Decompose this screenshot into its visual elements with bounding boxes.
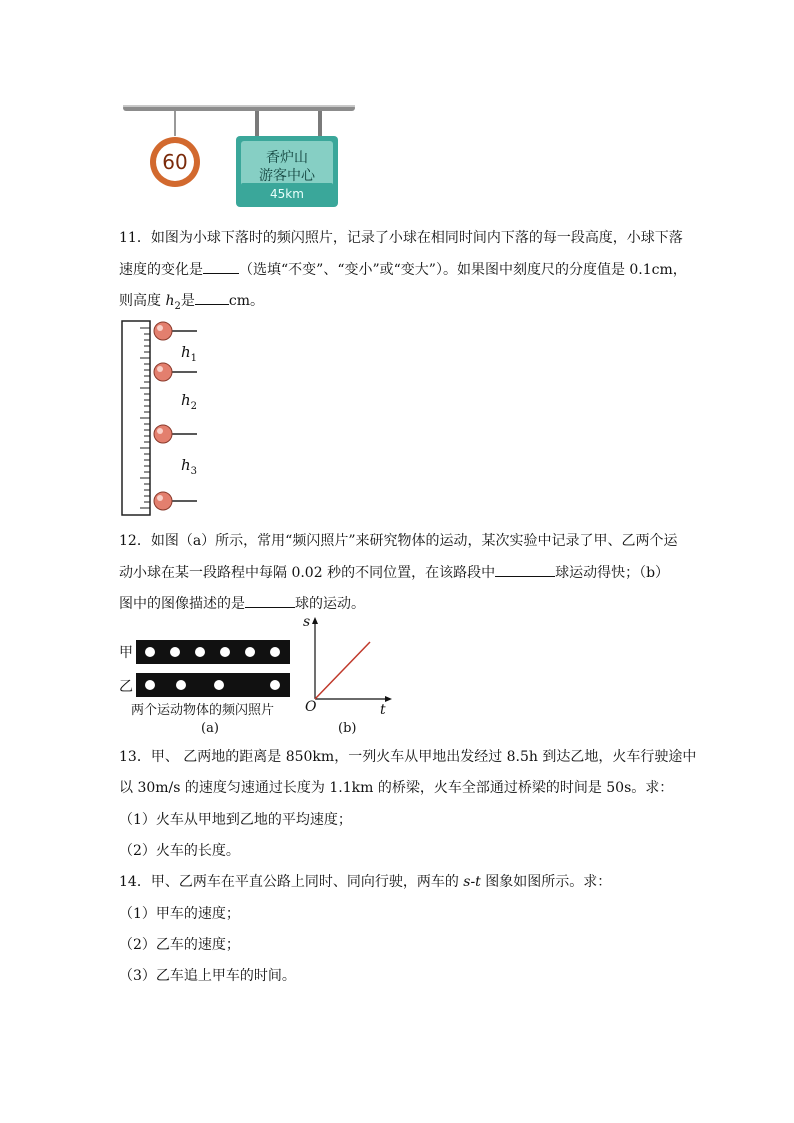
- q12-line3: [119, 593, 365, 614]
- q12-line2-pre: 动小球在某一段路程中每隔 0.02 秒的不同位置，在该路段中: [119, 565, 496, 581]
- label-h1: $h_1$: [181, 343, 198, 364]
- q12-line2-post: 球运动得快；（b）: [555, 565, 670, 581]
- q11-var-h: h: [165, 293, 175, 309]
- q11-line3-mid: 是: [180, 293, 195, 309]
- axis-label-s: s: [303, 614, 311, 630]
- board-line2: 游客中心: [259, 168, 315, 184]
- q13-sub2: （2）火车的长度。: [119, 843, 240, 859]
- q11-var-sub: 2: [174, 300, 181, 312]
- q12-blank-1[interactable]: [495, 562, 555, 577]
- strobe-photo-a: [136, 638, 292, 700]
- q14-sub1: （1）甲车的速度；: [119, 906, 240, 922]
- ball-marker-1: [154, 322, 197, 340]
- falling-ball-ruler-figure: [119, 318, 219, 518]
- board-distance: 45km: [270, 187, 304, 201]
- guide-board-text: [241, 143, 333, 207]
- strip-jia: [136, 640, 290, 664]
- label-a: (a): [201, 721, 219, 736]
- q11-line1: 11．如图为小球下落时的频闪照片，记录了小球在相同时间内下落的每一段高度，小球下落: [119, 230, 683, 246]
- q11-blank-1[interactable]: [203, 259, 239, 274]
- row-label-jia: 甲: [119, 645, 133, 661]
- q13-line1: 13．甲、 乙两地的距离是 850km，一列火车从甲地出发经过 8.5h 到达乙地，火车行驶途中: [119, 749, 697, 765]
- q12-line3-pre: 图中的图像描述的是: [119, 596, 245, 612]
- q12-line3-post: 球的运动。: [295, 596, 365, 612]
- q14-line1-post: 图象如图所示。求：: [480, 874, 612, 890]
- axis-label-t: t: [380, 702, 386, 718]
- ball-marker-4: [154, 492, 197, 510]
- q13-sub1: （1）火车从甲地到乙地的平均速度；: [119, 812, 352, 828]
- speed-limit-value: 60: [162, 150, 188, 174]
- q12-blank-2[interactable]: [245, 593, 295, 608]
- q14-line1: [119, 872, 611, 892]
- ball-marker-3: [154, 425, 197, 443]
- q14-line1-pre: 14．甲、乙两车在平直公路上同时、同向行驶，两车的: [119, 874, 464, 890]
- ball-marker-2: [154, 363, 197, 381]
- q11-line2-pre: 速度的变化是: [119, 262, 203, 278]
- q11-line3-post: cm。: [228, 293, 264, 309]
- q14-var-st: s-t: [463, 874, 481, 890]
- q13-line2: 以 30m/s 的速度匀速通过长度为 1.1km 的桥梁，火车全部通过桥梁的时间是 50s。求：: [119, 780, 674, 796]
- label-b: (b): [338, 721, 357, 736]
- strobe-caption: 两个运动物体的频闪照片: [131, 703, 275, 718]
- q11-line3: [119, 290, 264, 317]
- q14-sub2: （2）乙车的速度；: [119, 937, 240, 953]
- motion-line: [315, 642, 370, 699]
- q11-blank-2[interactable]: [195, 290, 229, 305]
- board-line1: 香炉山: [266, 150, 308, 166]
- q11-line3-pre: 则高度: [119, 293, 166, 309]
- label-h3: $h_3$: [181, 456, 198, 477]
- q14-sub3: （3）乙车追上甲车的时间。: [119, 968, 296, 984]
- origin-label: O: [305, 699, 317, 715]
- q12-line1: 12．如图（a）所示，常用“频闪照片”来研究物体的运动，某次实验中记录了甲、乙两个运: [119, 533, 678, 549]
- row-label-yi: 乙: [119, 679, 133, 695]
- q11-line2: [119, 259, 687, 280]
- strip-yi: [136, 673, 290, 697]
- q11-line2-post: （选填“不变”、“变小”或“变大”）。如果图中刻度尺的分度值是 0.1cm，: [239, 262, 687, 278]
- q12-line2: [119, 562, 669, 583]
- label-h2: $h_2$: [181, 391, 198, 412]
